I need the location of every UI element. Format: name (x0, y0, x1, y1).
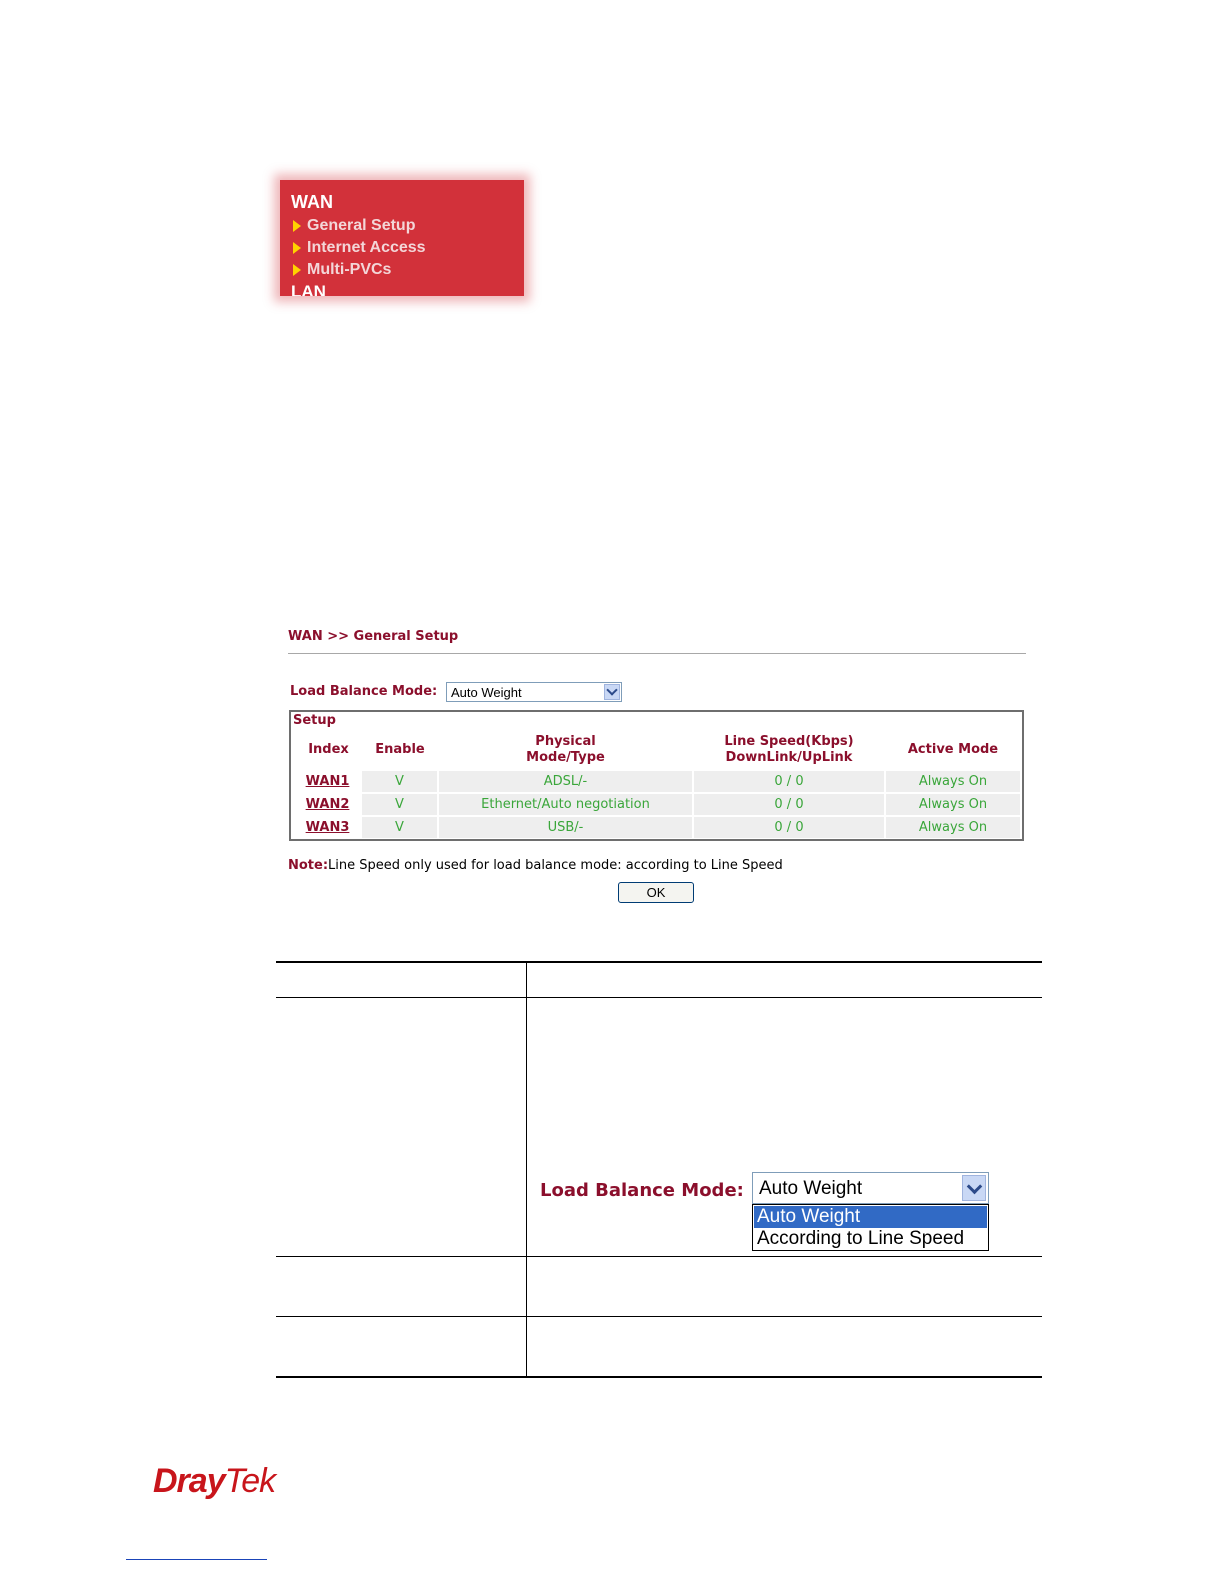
row-speed: 0 / 0 (694, 794, 884, 815)
row-speed: 0 / 0 (694, 771, 884, 792)
menu-title: WAN (291, 192, 333, 212)
menu-item-general-setup[interactable] (293, 216, 415, 236)
chevron-down-icon (606, 684, 617, 695)
row-physical: Ethernet/Auto negotiation (439, 794, 692, 815)
table-bottom-rule (276, 1376, 1042, 1378)
ok-button[interactable]: OK (618, 882, 694, 903)
table-top-rule (276, 961, 1042, 963)
option-line-speed[interactable]: According to Line Speed (757, 1228, 965, 1249)
load-balance-select[interactable] (446, 682, 622, 702)
header-physical-line1: Physical (535, 734, 596, 749)
setup-table (289, 710, 1024, 841)
menu-item-multi-pvcs[interactable] (293, 260, 391, 280)
arrow-icon (293, 242, 301, 254)
table-row-index[interactable] (297, 771, 358, 792)
load-balance-value: Auto Weight (451, 685, 522, 700)
menu-item-label: Multi-PVCs (307, 261, 392, 278)
header-speed-line1: Line Speed(Kbps) (724, 734, 854, 749)
arrow-icon (293, 264, 301, 276)
select-value: Auto Weight (759, 1178, 863, 1199)
load-balance-label: Load Balance Mode: (290, 684, 438, 699)
table-row-index[interactable] (297, 817, 358, 838)
draytek-logo (153, 1462, 275, 1501)
breadcrumb-divider (288, 653, 1026, 654)
note-text: Line Speed only used for load balance mode: according to Line Speed (328, 858, 783, 873)
load-balance-select-large[interactable] (752, 1172, 989, 1204)
breadcrumb: WAN >> General Setup (288, 629, 459, 644)
menu-next-section[interactable]: LAN (291, 282, 326, 296)
menu-item-internet-access[interactable] (293, 238, 426, 258)
option-auto-weight[interactable]: Auto Weight (754, 1206, 987, 1228)
dropdown-button[interactable] (962, 1175, 986, 1201)
row-physical: USB/- (439, 817, 692, 838)
header-active-mode: Active Mode (907, 742, 999, 757)
header-line-speed (694, 734, 884, 766)
note-label: Note: (288, 858, 329, 873)
table-header-rule (276, 997, 1042, 998)
row-active: Always On (886, 817, 1020, 838)
footer-rule (126, 1559, 267, 1560)
logo-dray: Dray (153, 1462, 225, 1500)
table-row-rule (276, 1316, 1042, 1317)
row-enable: V (362, 817, 437, 838)
chevron-down-icon (966, 1178, 982, 1194)
row-active: Always On (886, 771, 1020, 792)
row-enable: V (362, 771, 437, 792)
logo-tek: Tek (224, 1462, 276, 1500)
header-speed-line2: DownLink/UpLink (725, 750, 853, 765)
row-speed: 0 / 0 (694, 817, 884, 838)
header-physical (439, 734, 692, 766)
wan2-link[interactable]: WAN2 (305, 797, 350, 812)
wan3-link[interactable]: WAN3 (305, 820, 350, 835)
header-physical-line2: Mode/Type (526, 750, 605, 765)
dropdown-list (752, 1204, 989, 1251)
table-column-divider (526, 961, 527, 1377)
menu-item-label: Internet Access (307, 239, 426, 256)
wan1-link[interactable]: WAN1 (305, 774, 350, 789)
row-enable: V (362, 794, 437, 815)
note (288, 858, 783, 873)
arrow-icon (293, 220, 301, 232)
table-row-rule (276, 1256, 1042, 1257)
header-enable: Enable (375, 742, 425, 757)
header-index: Index (308, 742, 349, 757)
row-active: Always On (886, 794, 1020, 815)
setup-title: Setup (293, 713, 336, 728)
load-balance-label-large: Load Balance Mode: (540, 1180, 744, 1201)
wan-menu (280, 180, 524, 296)
row-physical: ADSL/- (439, 771, 692, 792)
menu-item-label: General Setup (307, 217, 416, 234)
table-row-index[interactable] (297, 794, 358, 815)
dropdown-button[interactable] (604, 684, 620, 700)
